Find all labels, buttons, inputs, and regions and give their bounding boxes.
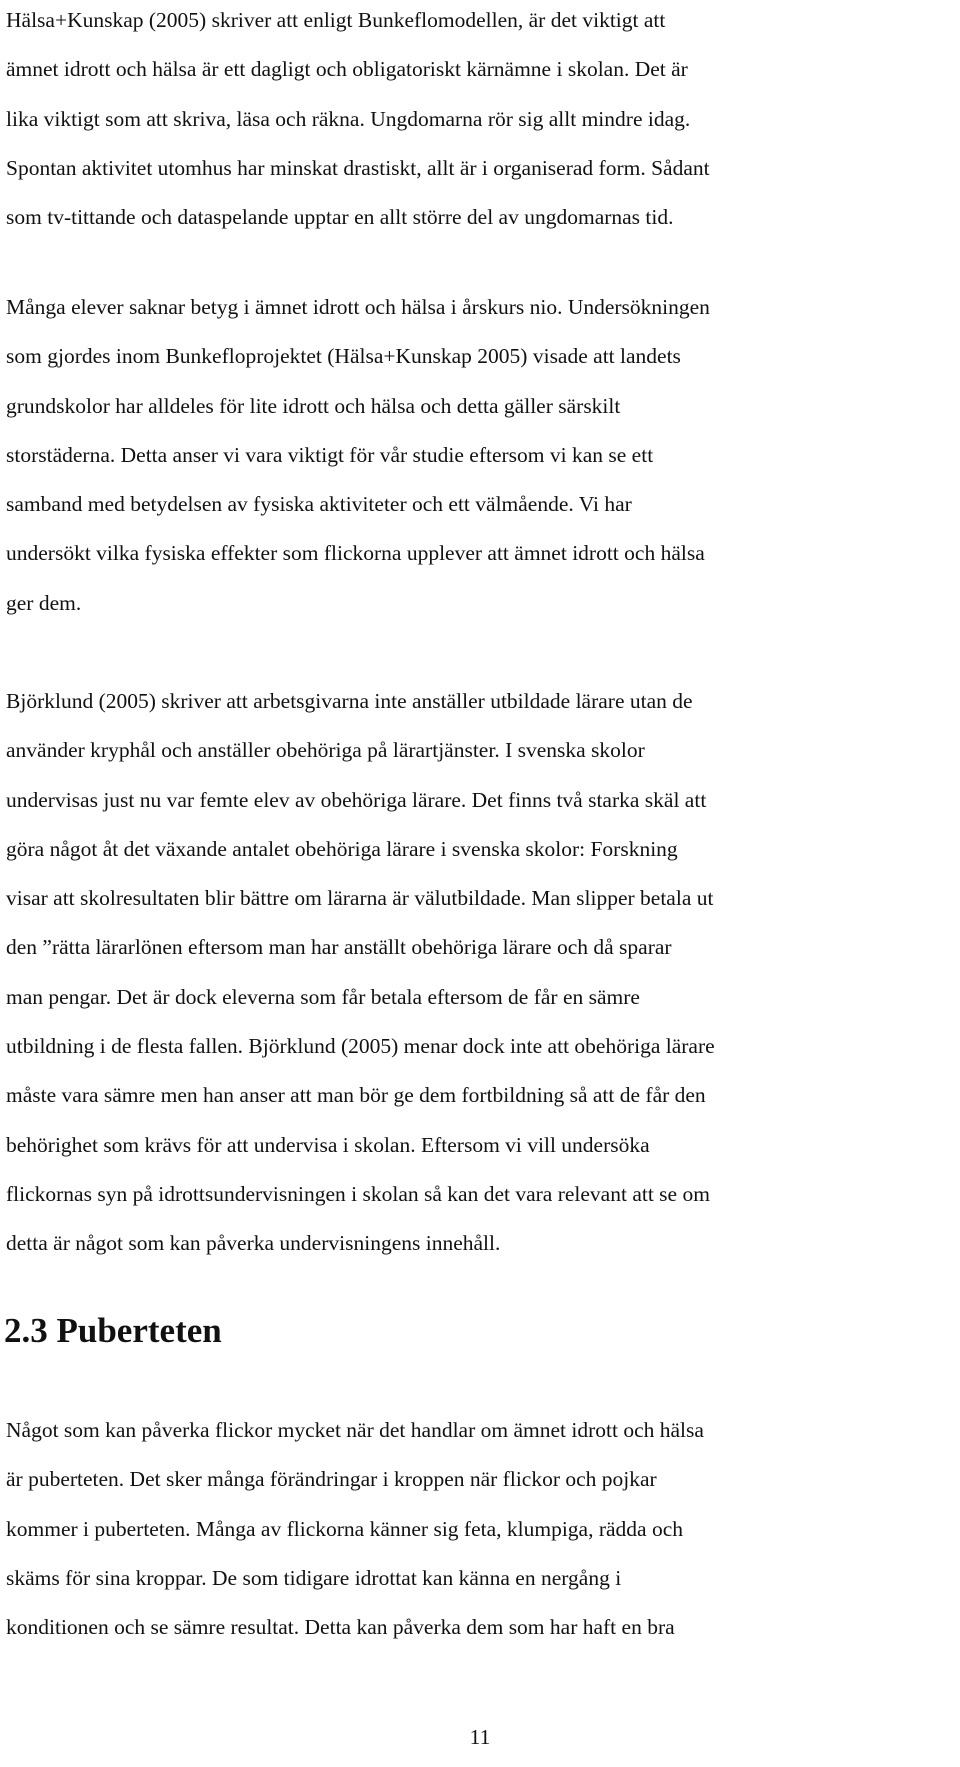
paragraph-line: kommer i puberteten. Många av flickorna känner sig feta, klumpiga, rädda och (6, 1516, 684, 1541)
paragraph-line: Spontan aktivitet utomhus har minskat drastiskt, allt är i organiserad form. Sådant (6, 155, 710, 180)
paragraph-line: utbildning i de flesta fallen. Björklund (2005) menar dock inte att obehöriga lärare (6, 1034, 715, 1059)
paragraph-teachers (6, 677, 954, 1269)
paragraph-line: detta är något som kan påverka undervisningens innehåll. (6, 1231, 501, 1256)
paragraph-line: Hälsa+Kunskap (2005) skriver att enligt Bunkeflomodellen, är det viktigt att (6, 8, 666, 32)
paragraph-grades (6, 283, 954, 628)
paragraph-line: är puberteten. Det sker många förändringar i kroppen när flickor och pojkar (6, 1467, 657, 1492)
paragraph-line: Många elever saknar betyg i ämnet idrott och hälsa i årskurs nio. Undersökningen (6, 295, 710, 319)
section-heading: 2.3 Puberteten (4, 1311, 222, 1350)
paragraph-line: använder kryphål och anställer obehöriga på lärartjänster. I svenska skolor (6, 738, 645, 763)
paragraph-line: Björklund (2005) skriver att arbetsgivarna inte anställer utbildade lärare utan de (6, 689, 693, 713)
paragraph-line: skäms för sina kroppar. De som tidigare idrottat kan känna en nergång i (6, 1565, 622, 1590)
paragraph-line: göra något åt det växande antalet obehöriga lärare i svenska skolor: Forskning (6, 836, 678, 861)
paragraph-line: den ”rätta lärarlönen eftersom man har anställt obehöriga lärare och då sparar (6, 935, 672, 960)
paragraph-line: flickornas syn på idrottsundervisningen i skolan så kan det vara relevant att se om (6, 1181, 710, 1206)
paragraph-line: man pengar. Det är dock eleverna som får betala eftersom de får en sämre (6, 984, 640, 1009)
paragraph-line: Något som kan påverka flickor mycket när det handlar om ämnet idrott och hälsa (6, 1418, 704, 1442)
paragraph-bunkeflo-model (6, 0, 954, 242)
paragraph-line: konditionen och se sämre resultat. Detta kan påverka dem som har haft en bra (6, 1615, 675, 1640)
page-number: 11 (469, 1725, 491, 1749)
paragraph-line: som tv-tittande och dataspelande upptar en allt större del av ungdomarnas tid. (6, 205, 674, 230)
paragraph-line: samband med betydelsen av fysiska aktiviteter och ett välmående. Vi har (6, 492, 632, 517)
paragraph-line: måste vara sämre men han anser att man bör ge dem fortbildning så att de får den (6, 1083, 706, 1108)
paragraph-line: lika viktigt som att skriva, läsa och räkna. Ungdomarna rör sig allt mindre idag. (6, 106, 691, 131)
paragraph-line: storstäderna. Detta anser vi vara viktigt för vår studie eftersom vi kan se ett (6, 442, 654, 467)
paragraph-line: ämnet idrott och hälsa är ett dagligt och obligatoriskt kärnämne i skolan. Det är (6, 57, 688, 82)
paragraph-puberty (6, 1406, 954, 1652)
paragraph-line: behörighet som krävs för att undervisa i skolan. Eftersom vi vill undersöka (6, 1132, 650, 1157)
paragraph-line: grundskolor har alldeles för lite idrott och hälsa och detta gäller särskilt (6, 393, 621, 418)
paragraph-line: undersökt vilka fysiska effekter som flickorna upplever att ämnet idrott och hälsa (6, 541, 705, 566)
paragraph-line: undervisas just nu var femte elev av obehöriga lärare. Det finns två starka skäl att (6, 787, 707, 812)
paragraph-line: visar att skolresultaten blir bättre om lärarna är välutbildade. Man slipper betala ut (6, 886, 714, 911)
paragraph-line: som gjordes inom Bunkefloprojektet (Hälsa+Kunskap 2005) visade att landets (6, 344, 681, 369)
paragraph-line: ger dem. (6, 590, 82, 615)
